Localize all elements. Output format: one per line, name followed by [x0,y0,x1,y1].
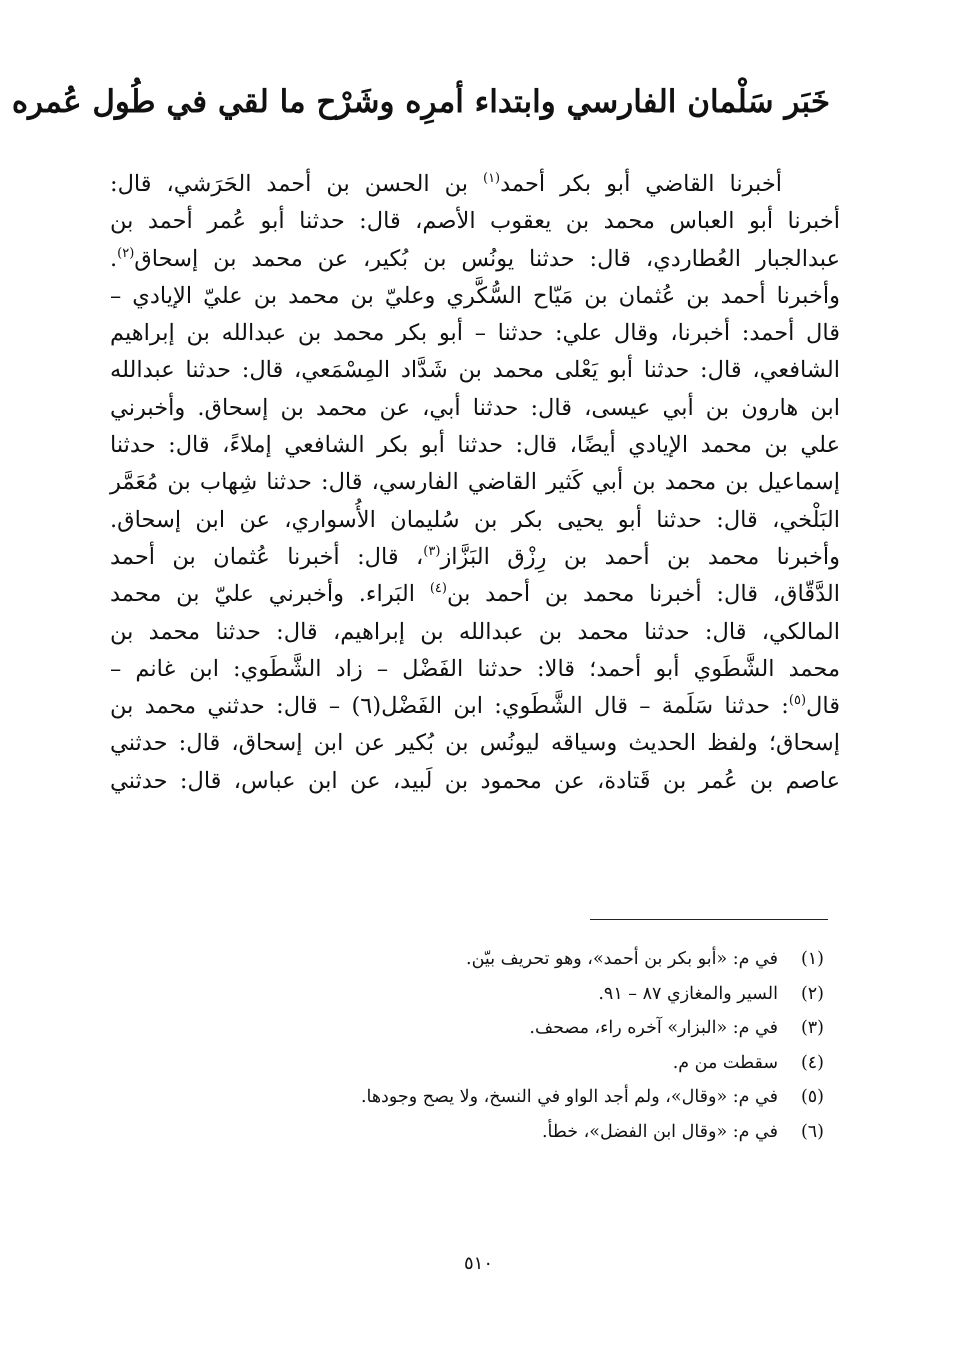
line-text: ، قال: أخبرنا عُثمان بن أحمد [110,543,424,570]
footnote-text: في م: «أبو بكر بن أحمد»، وهو تحريف بيّن. [466,949,778,969]
text-line [110,502,840,539]
text-line [110,651,840,688]
line-text: محمد الشَّطَوي أبو أحمد؛ قالا: حدثنا الفَضْل – زاد الشَّطَوي: ابن غانم – [110,655,840,682]
footnote-number: (٤) [800,1052,824,1073]
line-text: أخبرنا أبو العباس محمد بن يعقوب الأصم، قال: حدثنا أبو عُمر أحمد بن [110,208,840,235]
text-line [110,763,840,800]
text-line [110,614,840,651]
text-line [110,166,840,203]
footnote-number: (٣) [800,1018,824,1039]
line-text: وأخبرنا أحمد بن عُثمان بن مَيّاح السُّكَّري وعليّ بن محمد بن عليّ الإيادي – [110,282,840,309]
footnote-text: في م: «وقال ابن الفضل»، خطأ. [541,1121,778,1142]
footnote [264,977,824,1012]
footnote-ref[interactable]: (١) [482,171,501,186]
line-text: عاصم بن عُمر بن قَتادة، عن محمود بن لَبيد، عن ابن عباس، قال: حدثني [110,767,840,794]
line-text: قال [806,693,840,720]
text-line [110,390,840,427]
line-text: المالكي، قال: حدثنا محمد بن عبدالله بن إبراهيم، قال: حدثنا محمد بن [110,618,840,645]
footnote [264,1115,824,1150]
line-text: أخبرنا القاضي أبو بكر أحمد [500,171,782,197]
footnote-ref[interactable]: (٣) [423,543,441,559]
text-line [110,725,840,762]
text-line [110,203,840,240]
footnote-text: سقطت من م. [672,1052,778,1073]
footnote-number: (٥) [800,1087,824,1108]
footnote-text: في م: «البزار» آخره راء، مصحف. [529,1018,778,1039]
line-text: بن الحسن بن أحمد الحَرَشي، قال: [110,171,483,197]
text-line [110,464,840,501]
main-paragraph [110,166,840,800]
line-text: الدَّقّاق، قال: أخبرنا محمد بن أحمد بن [446,581,840,608]
text-line [110,278,840,315]
footnotes [264,942,824,1150]
chapter-title: خَبَر سَلْمان الفارسي وابتداء أمرِه وشَرْح ما لقي في طُول عُمره [11,84,830,120]
footnote-text: في م: «وقال»، ولم أجد الواو في النسخ، ولا يصح وجودها. [360,1087,778,1108]
line-text: الشافعي، قال: حدثنا أبو يَعْلى محمد بن شَدَّاد المِسْمَعي، قال: حدثنا عبدالله [110,357,840,384]
line-text: وأخبرنا محمد بن أحمد بن رِزْق البَزَّاز [440,543,840,570]
text-line [110,427,840,464]
footnote-number: (٦) [800,1121,824,1142]
line-text: علي بن محمد الإيادي أيضًا، قال: حدثنا أبو بكر الشافعي إملاءً، قال: حدثنا [110,432,840,459]
line-text: عبدالجبار العُطاردي، قال: حدثنا يونُس بن بُكير، عن محمد بن إسحاق [134,245,840,272]
footnote-text: السير والمغازي ٨٧ – ٩١. [598,983,778,1004]
text-line [110,539,840,576]
line-text: إسماعيل بن محمد بن أبي كَثير القاضي الفارسي، قال: حدثنا شِهاب بن مُعَمَّر [110,469,840,496]
footnote-divider [590,919,828,920]
text-line [110,576,840,613]
text-line [110,241,840,278]
line-text: قال أحمد: أخبرنا، وقال علي: حدثنا – أبو بكر محمد بن عبدالله بن إبراهيم [110,320,840,347]
page-number: ٥١٠ [463,1253,493,1274]
line-text: إسحاق؛ ولفظ الحديث وسياقه ليونُس بن بُكير عن ابن إسحاق، قال: حدثني [110,730,840,757]
footnote-ref[interactable]: (٢) [117,245,135,261]
footnote-number: (١) [800,949,824,969]
footnote-ref[interactable]: (٤) [429,581,447,597]
text-line [110,352,840,389]
line-text: . [110,245,118,272]
text-line [110,315,840,352]
line-text: البَراء. وأخبرني عليّ بن محمد [110,581,430,608]
footnote [264,1080,824,1115]
text-line [110,688,840,725]
footnote [264,1011,824,1046]
line-text: : حدثنا سَلَمة – قال الشَّطَوي: ابن الفَضْل(٦) – قال: حدثني محمد بن [110,693,789,720]
line-text: البَلْخي، قال: حدثنا أبو يحيى بكر بن سُليمان الأُسواري، عن ابن إسحاق. [110,506,840,533]
footnote-ref[interactable]: (٥) [788,693,807,709]
footnote [264,942,824,977]
line-text: ابن هارون بن أبي عيسى، قال: حدثنا أبي، عن محمد بن إسحاق. وأخبرني [110,394,840,421]
footnote [264,1046,824,1081]
footnote-number: (٢) [800,983,824,1004]
